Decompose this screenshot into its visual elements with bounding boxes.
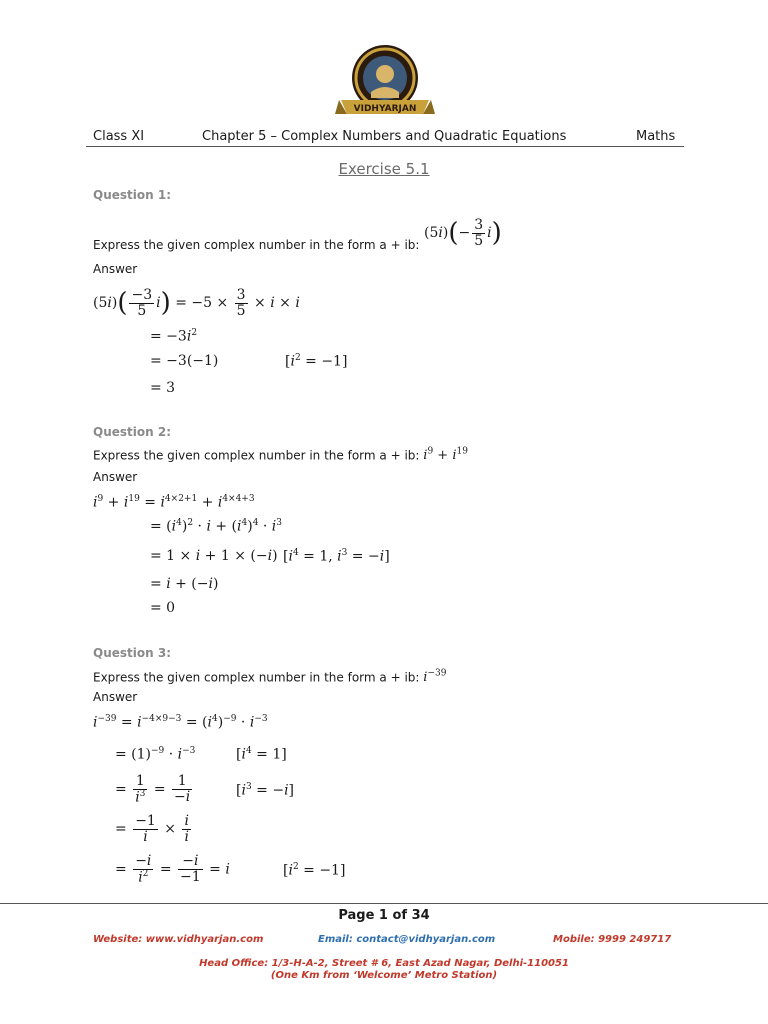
question-1-label: Question 1: — [93, 188, 171, 202]
logo-text: VIDHYARJAN — [353, 104, 417, 114]
footer-mobile: Mobile: 9999 249717 — [553, 934, 672, 945]
office-line-2: (One Km from ‘Welcome’ Metro Station) — [270, 970, 498, 981]
answer-3-note-2: $[i^3 = -i]$ — [236, 782, 295, 799]
answer-3-step-3: = $\frac{1}{i^3}$ = $\frac{1}{-i}$ — [115, 773, 191, 806]
answer-3-step-2: = $(1)^{-9} \cdot i^{-3}$ — [115, 746, 196, 763]
answer-3-label: Answer — [93, 690, 138, 704]
office-line-1: Head Office: 1/3-H-A-2, Street # 6, East Azad Nagar, Delhi-110051 — [199, 958, 569, 969]
answer-3-note-1: $[i^4 = 1]$ — [236, 746, 287, 763]
question-2-prompt: Express the given complex number in the form a + ib: $i^9 + i^{19}$ — [93, 447, 468, 464]
subject-label: Maths — [636, 129, 676, 144]
answer-2-step-1: $i^9 + i^{19} = i^{4\times 2+1} + i^{4\times 4+3}$ — [93, 494, 255, 511]
question-3-label: Question 3: — [93, 646, 171, 660]
answer-1-step-4: = 3 — [150, 380, 176, 396]
question-2-label: Question 2: — [93, 425, 171, 439]
answer-1-step-2: = $-3i^2$ — [150, 328, 198, 345]
answer-3-step-4: = $\frac{-1}{i}$ × $\frac{i}{i}$ — [115, 813, 189, 845]
question-1-expression: (5i)(− $\frac{3}{5}$ i) — [424, 217, 502, 249]
question-3-prompt: Express the given complex number in the form a + ib: $i^{-39}$ — [93, 669, 447, 686]
vidhyarjan-logo — [335, 42, 435, 132]
answer-2-label: Answer — [93, 470, 138, 484]
answer-2-step-2: = $(i^4)^2 \cdot i + (i^4)^4 \cdot i^3$ — [150, 518, 283, 535]
answer-2-step-5: = 0 — [150, 600, 176, 616]
question-1-prompt: Express the given complex number in the form a + ib: — [93, 238, 420, 252]
footer-email[interactable]: Email: contact@vidhyarjan.com — [318, 934, 496, 945]
answer-3-step-1: $i^{-39} = i^{-4\times 9-3} = (i^4)^{-9} \cdot i^{-3}$ — [93, 714, 268, 731]
answer-2-step-3: = 1 × i + 1 × (−i) — [150, 548, 278, 564]
header-divider — [86, 146, 684, 147]
chapter-title: Chapter 5 – Complex Numbers and Quadratic Equations — [202, 129, 567, 144]
answer-2-step-4: = i + (−i) — [150, 576, 219, 592]
answer-1-step-3: = −3(−1) — [150, 353, 219, 369]
answer-2-note: [$i^4 = 1$, $i^3 = -i$] — [283, 548, 390, 565]
footer-website[interactable]: Website: www.vidhyarjan.com — [93, 934, 264, 945]
answer-1-label: Answer — [93, 262, 138, 276]
answer-3-note-3: $[i^2 = -1]$ — [283, 862, 346, 879]
answer-1-note: $[i^2 = -1]$ — [285, 353, 348, 370]
footer-office-address — [0, 958, 768, 982]
class-label: Class XI — [93, 129, 145, 144]
page-number: Page 1 of 34 — [338, 908, 430, 923]
footer-divider — [0, 903, 768, 904]
answer-3-step-5: = $\frac{-i}{i^2}$ = $\frac{-i}{-1}$ = i — [115, 853, 230, 886]
answer-1-step-1: (5i)( $\frac{-3}{5}$ i) = −5 × $\frac{3}{5}$ × i × i — [93, 287, 300, 319]
exercise-title: Exercise 5.1 — [338, 160, 430, 178]
